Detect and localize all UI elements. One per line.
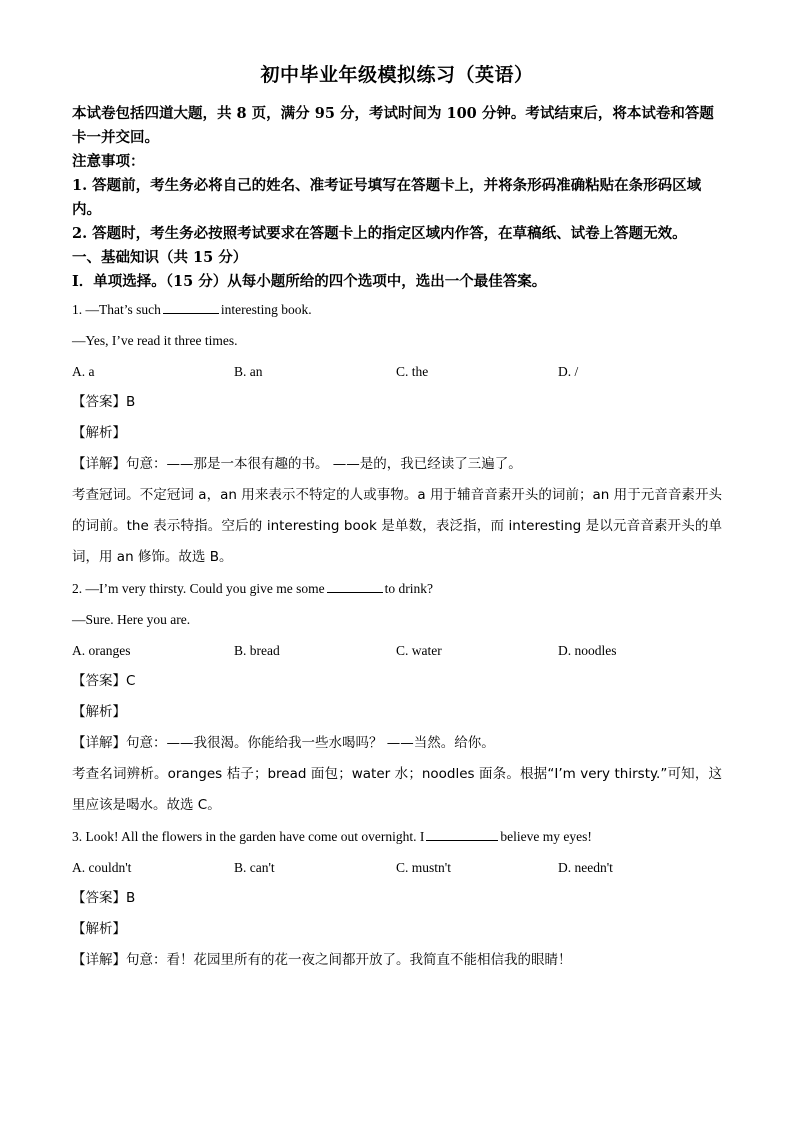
question-stem <box>72 294 722 325</box>
option-row <box>72 852 722 883</box>
question-stem-after: interesting book. <box>220 302 312 317</box>
analysis-label: 【解析】 <box>72 704 126 720</box>
detail-label: 【详解】 <box>72 735 126 751</box>
detail-line <box>72 449 722 480</box>
option-a: A. a <box>72 364 95 379</box>
detail-text: 句意：看！花园里所有的花一夜之间都开放了。我简直不能相信我的眼睛！ <box>126 952 572 968</box>
question-stem <box>72 821 722 852</box>
analysis-label: 【解析】 <box>72 921 126 937</box>
question-3 <box>72 821 722 976</box>
detail-label: 【详解】 <box>72 952 126 968</box>
part-heading-single-choice: Ⅰ．单项选择。（15 分）从每小题所给的四个选项中，选出一个最佳答案。 <box>72 273 547 290</box>
exam-page <box>72 62 722 976</box>
explanation-text: 考查名词辨析。oranges 桔子；bread 面包；water 水；noodles 面条。根据“I’m very thirsty.”可知，这里应该是喝水。故选 C。 <box>72 766 722 813</box>
option-d: D. needn't <box>558 860 613 875</box>
detail-line <box>72 728 722 759</box>
notice-item-2: 2. 答题时，考生务必按照考试要求在答题卡上的指定区域内作答，在草稿纸、试卷上答题无效。 <box>72 225 687 242</box>
question-2 <box>72 573 722 821</box>
explanation-text: 考查冠词。不定冠词 a，an 用来表示不特定的人或事物。a 用于辅音音素开头的词前；an 用于元音音素开头的词前。the 表示特指。空后的 interesting book 是单数，表泛指，而 interesting 是以元音音素开头的单词，用 an 修饰。故选 B。 <box>72 487 722 565</box>
answer-blank <box>163 300 219 314</box>
option-d: D. / <box>558 364 579 379</box>
analysis-label: 【解析】 <box>72 425 126 441</box>
question-stem-after: believe my eyes! <box>500 829 592 844</box>
notice-item-1: 1. 答题前，考生务必将自己的姓名、准考证号填写在答题卡上，并将条形码准确粘贴在条形码区域内。 <box>72 177 702 218</box>
question-reply: —Yes, I’ve read it three times. <box>72 333 238 348</box>
answer-blank <box>426 827 498 841</box>
exam-intro: 本试卷包括四道大题，共 8 页，满分 95 分，考试时间为 100 分钟。考试结束后，将本试卷和答题卡一并交回。 <box>72 105 714 146</box>
option-c: C. the <box>396 364 429 379</box>
option-row <box>72 356 722 387</box>
detail-text: 句意：——那是一本很有趣的书。 ——是的，我已经读了三遍了。 <box>126 456 522 472</box>
answer-label: 【答案】 <box>72 673 126 689</box>
question-stem-before: 2. —I’m very thirsty. Could you give me some <box>72 581 325 596</box>
answer-line <box>72 387 722 418</box>
answer-line <box>72 666 722 697</box>
answer-label: 【答案】 <box>72 890 126 906</box>
question-stem-after: to drink? <box>384 581 433 596</box>
question-stem <box>72 573 722 604</box>
notice-heading: 注意事项： <box>72 153 145 170</box>
section-heading-basic-knowledge: 一、基础知识（共 15 分） <box>72 249 248 266</box>
detail-text: 句意：——我很渴。你能给我一些水喝吗？ ——当然。给你。 <box>126 735 495 751</box>
answer-line <box>72 883 722 914</box>
answer-value: C <box>126 673 136 689</box>
exam-title: 初中毕业年级模拟练习（英语） <box>260 64 534 86</box>
question-stem-before: 1. —That’s such <box>72 302 161 317</box>
option-b: B. bread <box>234 643 280 658</box>
option-c: C. water <box>396 643 442 658</box>
question-stem-before: 3. Look! All the flowers in the garden have come out overnight. I <box>72 829 425 844</box>
option-b: B. can't <box>234 860 275 875</box>
question-reply: —Sure. Here you are. <box>72 612 191 627</box>
instructions-block <box>72 102 722 294</box>
answer-label: 【答案】 <box>72 394 126 410</box>
option-a: A. couldn't <box>72 860 132 875</box>
detail-line <box>72 945 722 976</box>
option-d: D. noodles <box>558 643 617 658</box>
option-b: B. an <box>234 364 263 379</box>
option-c: C. mustn't <box>396 860 451 875</box>
detail-label: 【详解】 <box>72 456 126 472</box>
answer-value: B <box>126 890 136 906</box>
option-a: A. oranges <box>72 643 131 658</box>
answer-blank <box>327 579 383 593</box>
question-1 <box>72 294 722 573</box>
answer-value: B <box>126 394 136 410</box>
option-row <box>72 635 722 666</box>
